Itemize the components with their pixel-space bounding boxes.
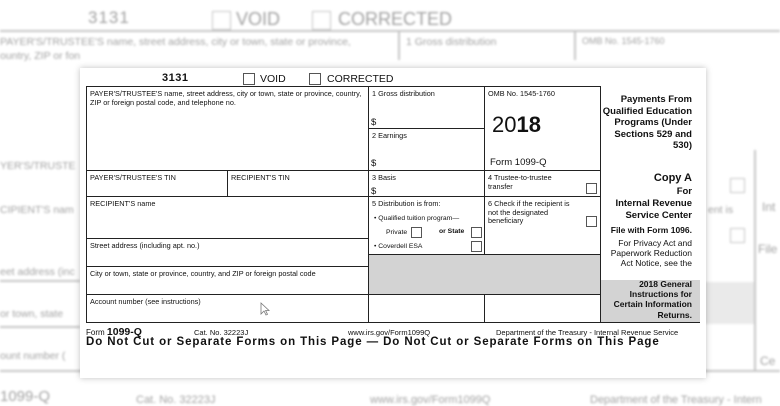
recipient-tin-label: RECIPIENT'S TIN bbox=[231, 173, 290, 182]
payer-label: PAYER'S/TRUSTEE'S name, street address, city or town, state or province, country, ZIP or foreign postal code, and telephone no. bbox=[90, 89, 362, 107]
box5-qtp: • Qualified tuition program— bbox=[374, 215, 460, 222]
bg-gross-label: 1 Gross distribution bbox=[406, 36, 497, 48]
payer-tin-label: PAYER'S/TRUSTEE'S TIN bbox=[90, 173, 176, 182]
box5-or-label bbox=[439, 228, 464, 235]
bg-footer-cat: Cat. No. 32223J bbox=[136, 394, 216, 406]
box3-dollar: $ bbox=[371, 186, 377, 197]
recipient-name-label: RECIPIENT'S name bbox=[90, 199, 156, 208]
bg-form-number: 3131 bbox=[88, 8, 130, 27]
bg-footer-url: www.irs.gov/Form1099Q bbox=[370, 394, 491, 406]
footer-form-number: 1099-Q bbox=[106, 326, 142, 338]
bg-omb: OMB No. 1545-1760 bbox=[582, 36, 665, 46]
file-with-1096: File with Form 1096. bbox=[610, 225, 692, 235]
box6-checkbox[interactable] bbox=[586, 216, 597, 227]
box5-state-checkbox[interactable] bbox=[471, 227, 482, 238]
bg-account-label: ount number ( bbox=[0, 350, 66, 362]
copy-for: For bbox=[676, 186, 692, 197]
do-not-cut-notice: Do Not Cut or Separate Forms on This Page — Do Not Cut or Separate Forms on This Page bbox=[86, 336, 660, 348]
mouse-cursor-icon bbox=[260, 302, 270, 316]
bg-right-fragment-4: Ce bbox=[760, 354, 776, 368]
bg-right-fragment-2: Int bbox=[762, 200, 776, 214]
box6-label: 6 Check if the recipient is not the designated beneficiary bbox=[488, 199, 570, 225]
bg-payer-label: PAYER'S/TRUSTEE'S name, street address, city or town, state or province, bbox=[0, 36, 351, 48]
form-number: 3131 bbox=[162, 72, 189, 84]
box5-private-checkbox[interactable] bbox=[411, 227, 422, 238]
box3-label: 3 Basis bbox=[372, 173, 396, 182]
void-label: VOID bbox=[260, 73, 286, 85]
form-title: Payments From Qualified Education Programs (Under Sections 529 and 530) bbox=[602, 94, 692, 152]
box2-dollar: $ bbox=[371, 158, 377, 169]
form-1099q bbox=[80, 68, 706, 378]
omb-number: OMB No. 1545-1760 bbox=[488, 89, 555, 98]
bg-right-fragment-3: File bbox=[758, 242, 778, 256]
footer-dept: Department of the Treasury - Internal Revenue Service bbox=[496, 328, 679, 337]
privacy-notice: For Privacy Act and Paperwork Reduction Act Notice, see the bbox=[610, 238, 692, 269]
city-label: City or town, state or province, country, and ZIP or foreign postal code bbox=[90, 269, 316, 278]
tax-year-prefix: 20 bbox=[492, 112, 517, 137]
copy-a: Copy A bbox=[653, 172, 692, 184]
bg-right-fragment-1: ent is bbox=[708, 204, 734, 216]
box5-or-state-text: or State bbox=[439, 228, 465, 235]
tax-year-suffix: 18 bbox=[516, 112, 541, 137]
bg-void-label: VOID bbox=[236, 9, 281, 29]
bg-recipient-label: CIPIENT'S nam bbox=[0, 204, 74, 216]
box1-dollar: $ bbox=[371, 117, 377, 128]
bg-tin-label: YER'S/TRUSTE bbox=[0, 160, 76, 172]
box2-label: 2 Earnings bbox=[372, 131, 407, 140]
box1-label: 1 Gross distribution bbox=[372, 89, 435, 98]
box5-private-label: Private bbox=[386, 229, 408, 236]
box5-coverdell: • Coverdell ESA bbox=[374, 243, 423, 250]
bg-corrected-checkbox bbox=[312, 11, 331, 30]
box5-coverdell-checkbox[interactable] bbox=[471, 241, 482, 252]
bg-footer-form: 1099-Q bbox=[0, 388, 51, 405]
tax-year bbox=[492, 113, 541, 137]
corrected-label: CORRECTED bbox=[327, 73, 394, 85]
bg-payer-label-2: ountry, ZIP or fon bbox=[0, 50, 81, 62]
box4-checkbox[interactable] bbox=[586, 183, 597, 194]
box5-label: 5 Distribution is from: bbox=[372, 199, 441, 208]
shaded-area-left bbox=[369, 255, 600, 294]
footer-form-prefix: Form bbox=[86, 328, 105, 337]
street-address-label: Street address (including apt. no.) bbox=[90, 241, 200, 250]
corrected-checkbox[interactable] bbox=[309, 73, 321, 85]
account-number-label: Account number (see instructions) bbox=[90, 297, 201, 306]
bg-corrected-label: CORRECTED bbox=[338, 9, 453, 29]
footer-url: www.irs.gov/Form1099Q bbox=[348, 328, 431, 337]
footer-cat: Cat. No. 32223J bbox=[194, 328, 249, 337]
bg-city-label: or town, state bbox=[0, 308, 64, 320]
bg-street-label: eet address (inc bbox=[0, 266, 75, 278]
irs-center: Internal Revenue Service Center bbox=[615, 198, 692, 221]
bg-void-checkbox bbox=[212, 11, 231, 30]
general-instructions: 2018 General Instructions for Certain Information Returns. bbox=[613, 279, 692, 320]
form-name: Form 1099-Q bbox=[490, 157, 547, 168]
void-checkbox[interactable] bbox=[243, 73, 255, 85]
bg-footer-dept: Department of the Treasury - Intern bbox=[590, 394, 762, 406]
box4-label: 4 Trustee-to-trustee transfer bbox=[488, 173, 552, 191]
